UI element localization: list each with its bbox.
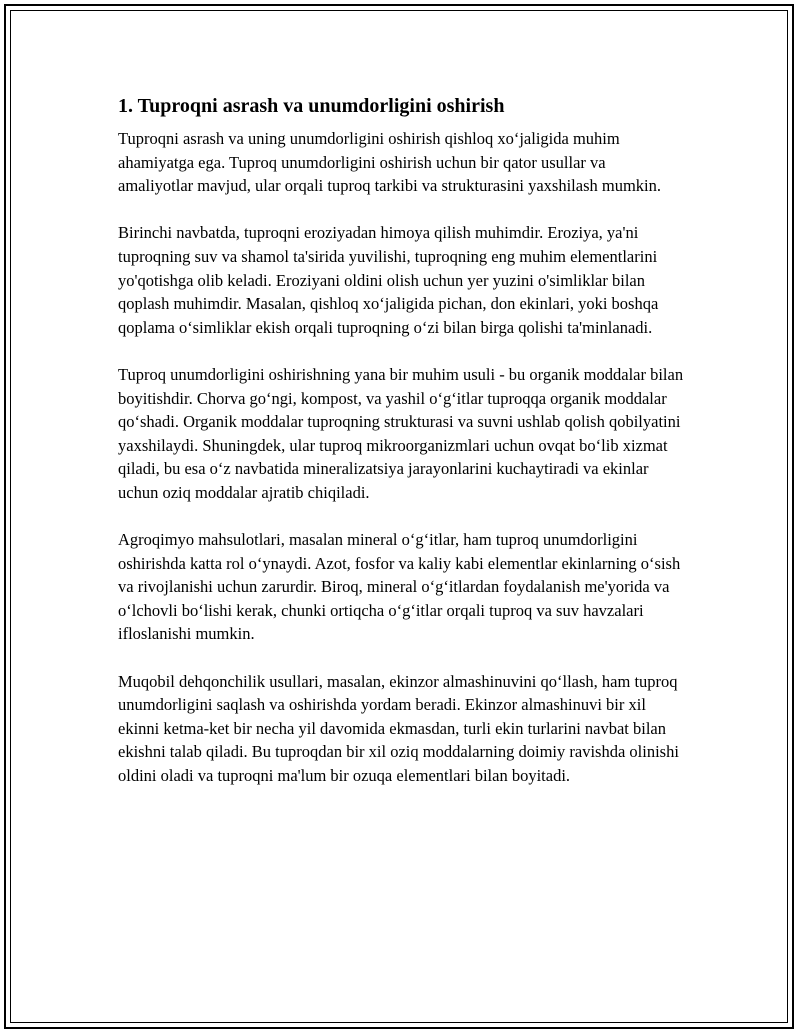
paragraph-1: Tuproqni asrash va uning unumdorligini oshirish qishloq xo‘jaligida muhim ahamiyatga ega. Tuproq unumdorligini oshirish uchun bir qator usullar va amaliyotlar mavjud, ular orqali tuproq tarkibi va strukturasini yaxshilash mumkin. — [118, 129, 662, 196]
paragraph-3: Tuproq unumdorligini oshirishning yana bir muhim usuli - bu organik moddalar bilan boyitishdir. Chorva go‘ngi, kompost, va yashil o‘g‘itlar tuproqqa organik moddalar qo‘shadi. Organik moddalar tuproqning strukturasi va suvni ushlab qolish qobilyatini yaxshilaydi. Shuningdek, ular tuproq mikroorganizmlari uchun ovqat bo‘lib xizmat qiladi, bu esa o‘z navbatida mineralizatsiya jarayonlarini kuchaytiradi va ekinlar uchun oziq moddalar ajratib chiqiladi. — [118, 364, 684, 502]
paragraph-2: Birinchi navbatda, tuproqni eroziyadan himoya qilish muhimdir. Eroziya, ya'ni tuproqning suv va shamol ta'sirida yuvilishi, tuproqning eng muhim elementlarini yo'qotishga olib keladi. Eroziyani oldini olish uchun yer yuzini o'simliklar bilan qoplash muhimdir. Masalan, qishloq xo‘jaligida pichan, don ekinlari, yoki boshqa qoplama o‘simliklar ekish orqali tuproqning o‘zi bilan birga qolishi ta'minlanadi. — [118, 223, 659, 337]
document-title: 1. Tuproqni asrash va unumdorligini oshirish — [118, 95, 505, 117]
paragraph-5: Muqobil dehqonchilik usullari, masalan, ekinzor almashinuvini qo‘llash, ham tuproq unumdorligini saqlash va oshirishda yordam beradi. Ekinzor almashinuvi bir xil ekinni ketma-ket bir necha yil davomida ekmasdan, turli ekin turlarini navbat bilan ekishni talab qiladi. Bu tuproqdan bir xil oziq moddalarning doimiy ravishda olinishi oldini oladi va tuproqni ma'lum bir ozuqa elementlari bilan boyitadi. — [118, 671, 679, 786]
document-body — [118, 93, 684, 811]
paragraph-4: Agroqimyo mahsulotlari, masalan mineral o‘g‘itlar, ham tuproq unumdorligini oshirishda katta rol o‘ynaydi. Azot, fosfor va kaliy kabi elementlar ekinlarning o‘sish va rivojlanishi uchun zarurdir. Biroq, mineral o‘g‘itlardan foydalanish me'yorida va o‘lchovli bo‘lishi kerak, chunki ortiqcha o‘g‘itlar orqali tuproq va suv havzalari ifloslanishi mumkin. — [118, 530, 681, 644]
